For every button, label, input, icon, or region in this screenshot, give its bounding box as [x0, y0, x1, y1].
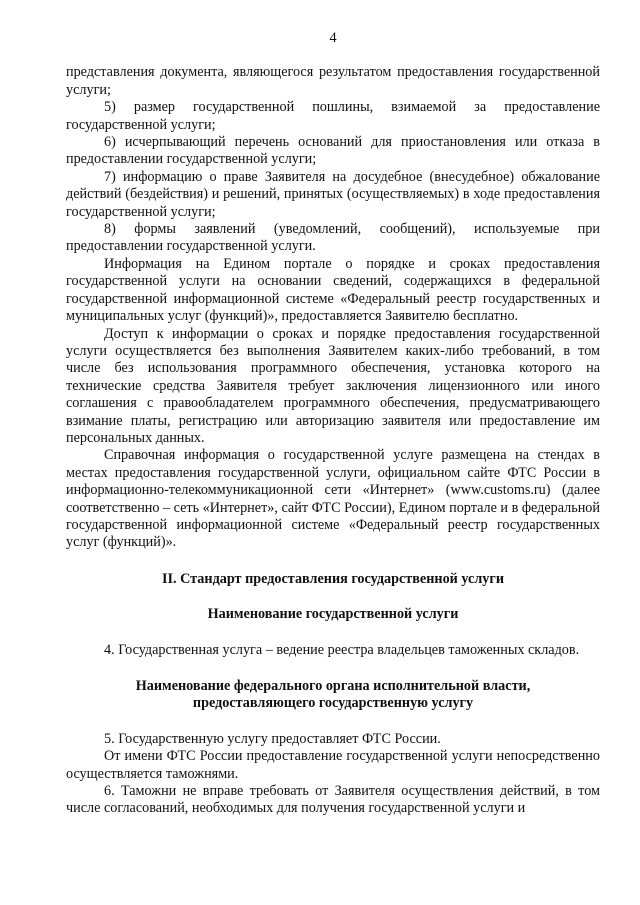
paragraph-6: 6. Таможни не вправе требовать от Заявителя осуществления действий, в том числе согласований, необходимых для получения государственной услуги и [66, 783, 600, 817]
subheading-federal-body-line2: предоставляющего государственную услугу [192, 695, 474, 712]
list-item-5: 5) размер государственной пошлины, взимаемой за предоставление государственной услуги; [66, 99, 600, 133]
paragraph-4: 4. Государственная услуга – ведение реестра владельцев таможенных складов. [104, 641, 580, 658]
list-item-6: 6) исчерпывающий перечень оснований для приостановления или отказа в предоставлении государственной услуги; [66, 134, 600, 168]
subheading-federal-body-line1: Наименование федерального органа исполнительной власти, [135, 678, 531, 694]
subheading-federal-body [66, 678, 600, 713]
list-item-8: 8) формы заявлений (уведомлений, сообщений), используемые при предоставлении государственной услуги. [66, 221, 600, 255]
paragraph-access-info: Доступ к информации о сроках и порядке предоставления государственной услуги осуществляется без выполнения Заявителем каких-либо требований, в том числе без использования программного обеспечения, установка которого на технические средства Заявителя требует заключения лицензионного или иного соглашения с правообладателем программного обеспечения, предусматривающего взимание платы, регистрацию или авторизацию заявителя или предоставление им персональных данных. [66, 325, 600, 446]
paragraph-5-continued: От имени ФТС России предоставление государственной услуги непосредственно осуществляется таможнями. [66, 748, 600, 782]
page-number: 4 [329, 30, 337, 46]
paragraph-reference-info: Справочная информация о государственной услуге размещена на стендах в местах предоставления государственной услуги, официальном сайте ФТС России в информационно-телекоммуникационной сети «Интернет» (www.customs.ru) (далее соответственно – сеть «Интернет», сайт ФТС России), Едином портале и в федеральной государственной информационной системе «Федеральный реестр государственных услуг (функций)». [66, 447, 600, 551]
list-item-7: 7) информацию о праве Заявителя на досудебное (внесудебное) обжалование действий (бездействия) и решений, принятых (осуществляемых) в ходе предоставления государственной услуги; [66, 168, 600, 220]
paragraph-continued: представления документа, являющегося результатом предоставления государственной услуги; [66, 64, 600, 98]
subheading-service-name: Наименование государственной услуги [207, 606, 459, 623]
paragraph-portal-info: Информация на Едином портале о порядке и сроках предоставления государственной услуги на основании сведений, содержащихся в федеральной государственной информационной системе «Федеральный реестр государственных и муниципальных услуг (функций)», предоставляется Заявителю бесплатно. [66, 255, 600, 325]
paragraph-5: 5. Государственную услугу предоставляет ФТС России. [104, 730, 441, 747]
section-heading: II. Стандарт предоставления государственной услуги [161, 570, 505, 587]
